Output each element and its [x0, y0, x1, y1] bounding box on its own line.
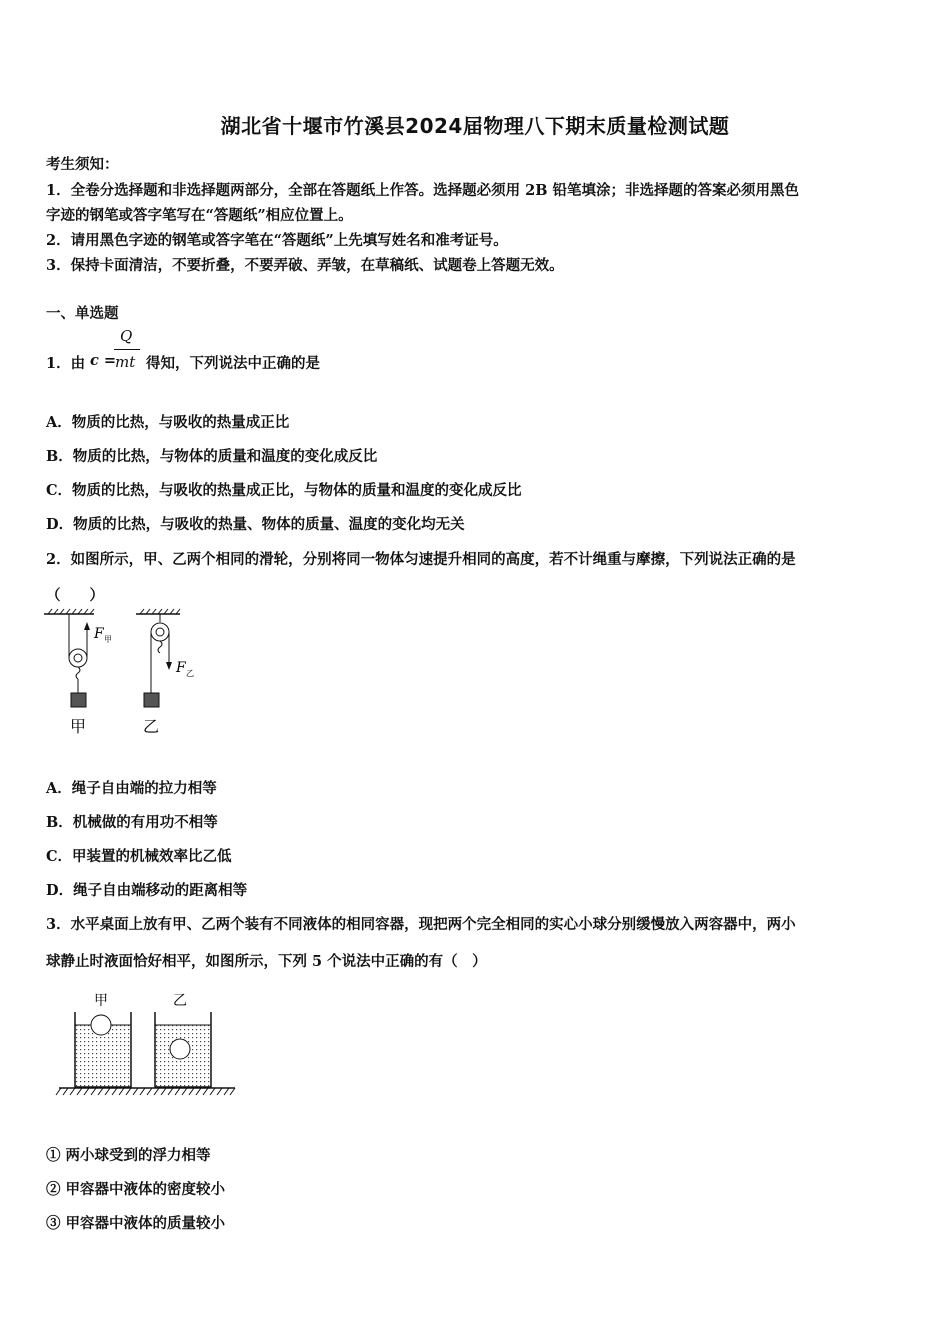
notice-heading: 考生须知： — [46, 156, 119, 173]
force-a-subscript: 甲 — [104, 635, 112, 644]
notice-item: 字迹的钢笔或答字笔写在“答题纸”相应位置上。 — [46, 207, 353, 224]
force-b-subscript: 乙 — [186, 669, 194, 678]
q3-statement-3: ③ 甲容器中液体的质量较小 — [46, 1215, 226, 1232]
q3-statement-1: ① 两小球受到的浮力相等 — [46, 1147, 211, 1164]
container-a-label: 甲 — [94, 993, 108, 1009]
pulley-a-label: 甲 — [70, 717, 87, 736]
pulley-b-label: 乙 — [143, 717, 160, 736]
notice-item: 2．请用黑色字迹的钢笔或答字笔在“答题纸”上先填写姓名和准考证号。 — [46, 232, 508, 249]
q1-formula-denominator: mt — [115, 353, 136, 371]
q3-statement-2: ② 甲容器中液体的密度较小 — [46, 1181, 226, 1198]
force-a-label: F — [94, 626, 104, 642]
q2-option-d[interactable]: D．绳子自由端移动的距离相等 — [46, 882, 248, 899]
q1-option-d[interactable]: D．物质的比热，与吸收的热量、物体的质量、温度的变化均无关 — [46, 516, 465, 533]
fraction-bar — [114, 349, 140, 350]
q1-option-b[interactable]: B．物质的比热，与物体的质量和温度的变化成反比 — [46, 448, 378, 465]
q1-suffix: 得知，下列说法中正确的是 — [146, 355, 320, 372]
page-title: 湖北省十堰市竹溪县2024届物理八下期末质量检测试题 — [220, 114, 730, 138]
q2-stem: 2．如图所示，甲、乙两个相同的滑轮，分别将同一物体匀速提升相同的高度，若不计绳重与摩擦，下列说法正确的是 — [46, 551, 796, 568]
q1-option-c[interactable]: C．物质的比热，与吸收的热量成正比，与物体的质量和温度的变化成反比 — [46, 482, 522, 499]
pulley-figure — [40, 608, 220, 743]
q2-option-a[interactable]: A．绳子自由端的拉力相等 — [46, 780, 217, 797]
q2-option-c[interactable]: C．甲装置的机械效率比乙低 — [46, 848, 232, 865]
q1-formula-lhs: c = — [90, 352, 117, 369]
q3-stem-line2: 球静止时液面恰好相平，如图所示，下列 5 个说法中正确的有（ ） — [46, 953, 487, 970]
notice-item: 3．保持卡面清洁，不要折叠，不要弄破、弄皱，在草稿纸、试题卷上答题无效。 — [46, 257, 564, 274]
q2-paren: （ ） — [46, 587, 104, 604]
container-figure — [55, 988, 240, 1100]
q3-stem-line1: 3．水平桌面上放有甲、乙两个装有不同液体的相同容器，现把两个完全相同的实心小球分别缓慢放入两容器中，两小 — [46, 916, 796, 933]
section-heading: 一、单选题 — [46, 305, 119, 322]
force-b-label: F — [176, 660, 186, 676]
container-b-label: 乙 — [173, 993, 187, 1009]
q1-prefix: 1．由 — [46, 355, 86, 372]
notice-item: 1．全卷分选择题和非选择题两部分，全部在答题纸上作答。选择题必须用 2B 铅笔填涂；非选择题的答案必须用黑色 — [46, 182, 800, 199]
q1-option-a[interactable]: A．物质的比热，与吸收的热量成正比 — [46, 414, 290, 431]
q1-formula-numerator: Q — [120, 327, 133, 345]
q2-option-b[interactable]: B．机械做的有用功不相等 — [46, 814, 218, 831]
